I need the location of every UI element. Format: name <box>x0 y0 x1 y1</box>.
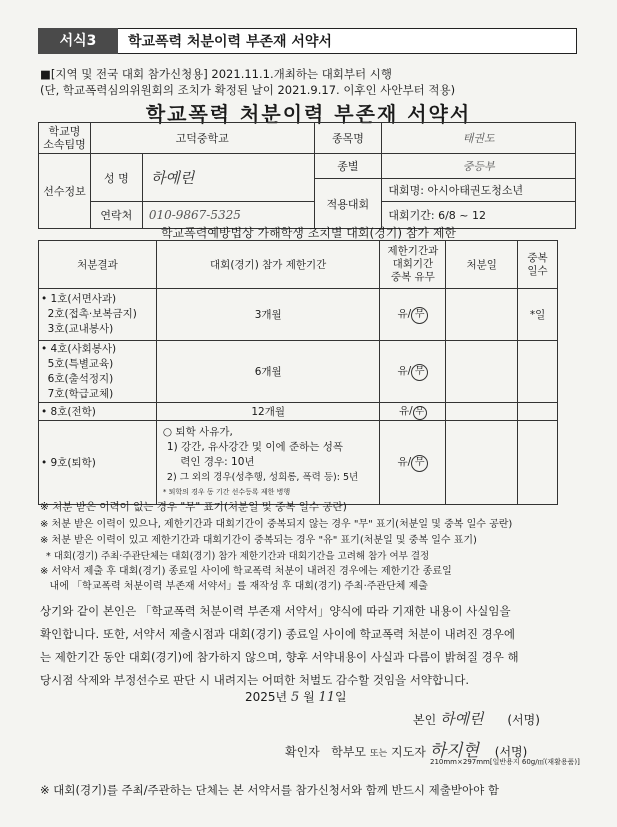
row-date[interactable] <box>446 341 518 403</box>
date-month-label: 월 <box>303 690 315 704</box>
restriction-table <box>38 240 558 505</box>
row-result: • 8호(전학) <box>39 403 157 421</box>
row-date[interactable] <box>446 403 518 421</box>
tournament-label: 적용대회 <box>314 179 382 229</box>
category-label: 종별 <box>314 154 382 179</box>
row-days[interactable] <box>518 341 558 403</box>
expel-line-5: * 퇴학의 경우 동 기간 선수등록 제한 병행 <box>162 488 291 496</box>
note-5: ※ 서약서 제출 후 대회(경기) 종료일 사이에 학교폭력 처분이 내려진 경우에는 제한기간 종료일 <box>40 566 452 577</box>
event-label: 종목명 <box>314 123 382 154</box>
confirmer-name[interactable]: 하지현 <box>429 741 479 761</box>
expel-line-3: 력인 경우: 10년 <box>166 456 255 468</box>
row-period: 3개월 <box>156 289 380 341</box>
page-title: 학교폭력 처분이력 부존재 서약서 <box>145 102 472 126</box>
player-info-label: 선수정보 <box>39 154 91 229</box>
instructor-label: 지도자 <box>391 745 426 759</box>
note-1: ※ 처분 받은 이력이 없는 경우 "무" 표기(처분일 및 중복 일수 공란) <box>40 501 347 513</box>
note-3: ※ 처분 받은 이력이 있고 제한기간과 대회기간이 중복되는 경우 "유" 표기(처분일 및 중복 일수 표기) <box>40 535 477 546</box>
header-period: 대회(경기) 참가 제한기간 <box>156 241 380 289</box>
contact-value[interactable]: 010-9867-5325 <box>142 202 314 229</box>
pledge-date <box>245 688 347 705</box>
confirmer-label: 확인자 학부모 <box>285 745 366 759</box>
overlap-no-circled: 무 <box>411 364 428 381</box>
form-title-small: 학교폭력 처분이력 부존재 서약서 <box>128 34 332 50</box>
row-result: • 4호(사회봉사) 5호(특별교육) 6호(출석정지) 7호(학급교체) <box>39 341 157 403</box>
row-overlap[interactable] <box>380 289 446 341</box>
self-name[interactable]: 하예린 <box>440 710 484 728</box>
tournament-name[interactable]: 대회명: 아시아태권도청소년 <box>382 179 576 202</box>
player-info-table <box>38 122 576 229</box>
row-date[interactable] <box>446 421 518 505</box>
footer-note: ※ 대회(경기)를 주최/주관하는 단체는 본 서약서를 참가신청서와 함께 반드시 제출받아야 함 <box>40 783 499 797</box>
expel-line-2: 1) 강간, 유사강간 및 이에 준하는 성폭 <box>166 441 344 453</box>
overlap-yes: 유/ <box>397 364 412 377</box>
name-value[interactable]: 하예린 <box>142 154 314 202</box>
row-result: • 9호(퇴학) <box>39 421 157 505</box>
row-days[interactable] <box>518 421 558 505</box>
header-result: 처분결과 <box>39 241 157 289</box>
overlap-yes: 유/ <box>399 405 413 417</box>
header-overlap: 제한기간과 대회기간 중복 유무 <box>380 241 446 289</box>
event-value[interactable]: 태권도 <box>382 123 576 154</box>
overlap-no-circled: 무 <box>411 455 428 472</box>
date-month-value[interactable]: 5 <box>290 690 300 705</box>
pledge-line: 상기와 같이 본인은 「학교폭력 처분이력 부존재 서약서」양식에 따라 기재한 내용이 사실임을 <box>40 604 511 618</box>
row-days[interactable] <box>518 403 558 421</box>
expel-period-cell <box>156 421 380 505</box>
note-6: 내에 「학교폭력 처분이력 부존재 서약서」를 재작성 후 대회(경기) 주최·주관단체 제출 <box>40 581 428 592</box>
category-value[interactable]: 중등부 <box>382 154 576 179</box>
row-overlap[interactable] <box>380 341 446 403</box>
expel-line-4: 2) 그 외의 경우(성추행, 성희롱, 폭력 등): 5년 <box>166 472 359 483</box>
name-label: 성 명 <box>90 154 142 202</box>
self-signature-line <box>413 708 540 729</box>
row-overlap[interactable] <box>380 403 446 421</box>
restriction-title: 학교폭력예방법상 가해학생 조치별 대회(경기) 참가 제한 <box>160 226 457 240</box>
pledge-line: 는 제한기간 동안 대회(경기)에 참가하지 않으며, 향후 서약내용이 사실과 다름이 밝혀질 경우 해 <box>40 650 519 664</box>
header-days: 중복 일수 <box>518 241 558 289</box>
tournament-period[interactable]: 대회기간: 6/8 ~ 12 <box>382 202 576 229</box>
date-day-label: 일 <box>335 690 347 704</box>
self-label: 본인 <box>413 713 437 727</box>
expel-line-1: ○ 퇴학 사유가, <box>162 426 233 438</box>
header-date: 처분일 <box>446 241 518 289</box>
pledge-line: 당시점 삭제와 부정선수로 판단 시 내려지는 어떠한 처벌도 감수할 것임을 서약합니다. <box>40 673 470 687</box>
school-value[interactable]: 고덕중학교 <box>90 123 314 154</box>
school-label: 학교명 소속팀명 <box>39 123 91 154</box>
pledge-line: 확인합니다. 또한, 서약서 제출시점과 대회(경기) 종료일 사이에 학교폭력 처분이 내려진 경우에 <box>40 627 515 641</box>
date-year: 2025년 <box>245 690 288 704</box>
self-seal[interactable]: (서명) <box>507 713 540 727</box>
row-period: 6개월 <box>156 341 380 403</box>
application-note-1: ■[지역 및 전국 대회 참가신청용] 2021.11.1.개최하는 대회부터 시행 <box>40 67 393 81</box>
or-label: 또는 <box>369 749 388 759</box>
pledge-text <box>40 600 580 692</box>
note-2: ※ 처분 받은 이력이 있으나, 제한기간과 대회기간이 중복되지 않는 경우 "무" 표기(처분일 및 중복 일수 공란) <box>40 519 513 530</box>
row-date[interactable] <box>446 289 518 341</box>
row-days[interactable]: *일 <box>518 289 558 341</box>
row-result: • 1호(서면사과) 2호(접촉·보복금지) 3호(교내봉사) <box>39 289 157 341</box>
paper-info: 210mm×297mm[일반용지 60g/㎡(재활용품)] <box>430 758 580 766</box>
form-number: 서식3 <box>38 28 118 54</box>
overlap-no-circled: 무 <box>411 307 428 324</box>
contact-label: 연락처 <box>90 202 142 229</box>
date-day-value[interactable]: 11 <box>318 690 336 705</box>
note-4: * 대회(경기) 주최·주관단체는 대회(경기) 참가 제한기간과 대회기간을 고려해 참가 여부 결정 <box>40 551 430 562</box>
overlap-yes: 유/ <box>397 455 412 468</box>
confirmer-seal[interactable]: (서명) <box>494 745 528 759</box>
row-overlap[interactable] <box>380 421 446 505</box>
overlap-no-circled: 무 <box>413 406 427 420</box>
application-note-2: (단, 학교폭력심의위원회의 조치가 확정된 날이 2021.9.17. 이후인 사안부터 적용) <box>40 83 456 97</box>
overlap-yes: 유/ <box>397 307 412 320</box>
row-period: 12개월 <box>156 403 380 421</box>
